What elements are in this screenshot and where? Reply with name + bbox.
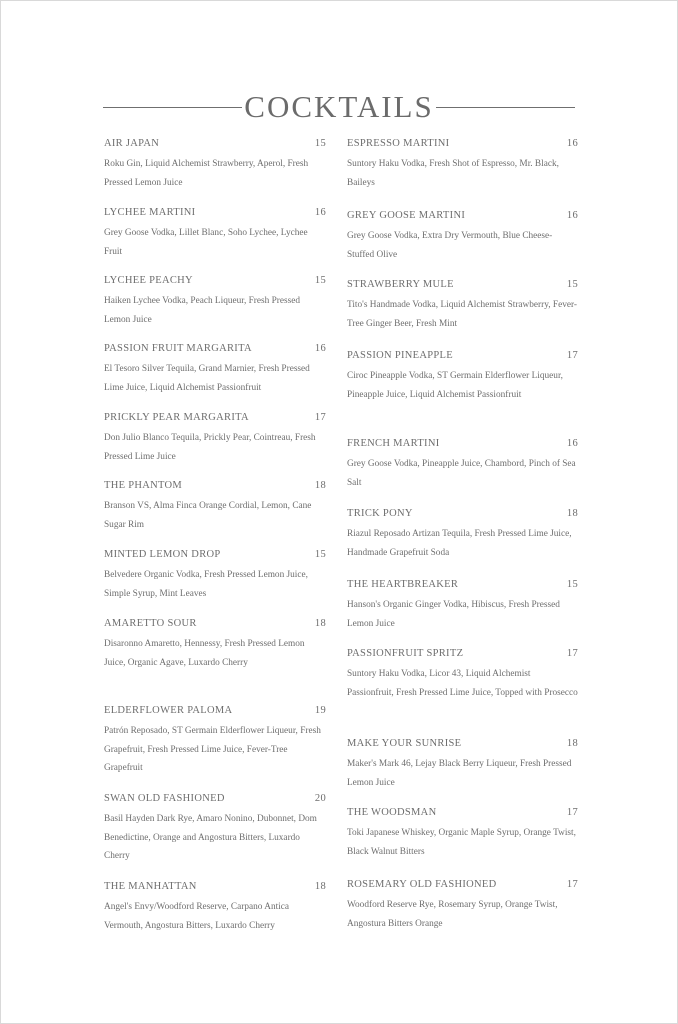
- cocktail-price: 16: [566, 210, 578, 221]
- cocktail-description: Haiken Lychee Vodka, Peach Liqueur, Fresh Pressed Lemon Juice: [104, 296, 301, 325]
- cocktail-name: THE MANHATTAN: [104, 881, 197, 892]
- menu-item: [347, 646, 578, 702]
- menu-header: [103, 87, 575, 127]
- cocktail-price: 18: [566, 738, 578, 749]
- cocktail-price: 16: [566, 138, 578, 149]
- cocktail-name: ESPRESSO MARTINI: [347, 138, 450, 149]
- cocktail-description: Basil Hayden Dark Rye, Amaro Nonino, Dubonnet, Dom Benedictine, Orange and Angostura Bitters, Luxardo Cherry: [104, 814, 317, 861]
- cocktail-description: Maker's Mark 46, Lejay Black Berry Liqueur, Fresh Pressed Lemon Juice: [347, 759, 572, 788]
- cocktail-name: LYCHEE MARTINI: [104, 207, 196, 218]
- cocktail-price: 19: [314, 705, 326, 716]
- cocktail-price: 18: [314, 618, 326, 629]
- cocktail-name: MINTED LEMON DROP: [104, 549, 221, 560]
- cocktail-price: 15: [566, 579, 578, 590]
- cocktail-price: 17: [566, 648, 578, 659]
- menu-item: [104, 879, 326, 935]
- cocktail-description: Grey Goose Vodka, Pineapple Juice, Chambord, Pinch of Sea Salt: [347, 459, 576, 488]
- cocktail-price: 17: [314, 412, 326, 423]
- cocktail-price: 16: [314, 343, 326, 354]
- cocktail-name: PASSIONFRUIT SPRITZ: [347, 648, 464, 659]
- cocktail-name: THE PHANTOM: [104, 480, 183, 491]
- cocktail-price: 18: [566, 508, 578, 519]
- title-left-rule: [103, 107, 242, 108]
- menu-item: [347, 348, 578, 404]
- cocktail-description: Toki Japanese Whiskey, Organic Maple Syrup, Orange Twist, Black Walnut Bitters: [347, 828, 576, 857]
- cocktail-description: Disaronno Amaretto, Hennessy, Fresh Pressed Lemon Juice, Organic Agave, Luxardo Cherry: [104, 639, 305, 668]
- cocktail-name: MAKE YOUR SUNRISE: [347, 738, 462, 749]
- menu-item: [104, 547, 326, 603]
- cocktail-name: LYCHEE PEACHY: [104, 275, 193, 286]
- cocktail-description: El Tesoro Silver Tequila, Grand Marnier, Fresh Pressed Lime Juice, Liquid Alchemist Passionfruit: [104, 364, 310, 393]
- cocktail-price: 18: [314, 480, 326, 491]
- cocktail-name: PRICKLY PEAR MARGARITA: [104, 412, 249, 423]
- cocktail-price: 20: [314, 793, 326, 804]
- menu-item: [104, 273, 326, 329]
- cocktail-description: Don Julio Blanco Tequila, Prickly Pear, Cointreau, Fresh Pressed Lime Juice: [104, 433, 316, 462]
- cocktail-name: AMARETTO SOUR: [104, 618, 197, 629]
- menu-item: [347, 436, 578, 492]
- menu-item: [347, 877, 578, 933]
- cocktail-price: 15: [566, 279, 578, 290]
- menu-item: [347, 136, 578, 192]
- cocktail-price: 18: [314, 881, 326, 892]
- cocktail-price: 16: [566, 438, 578, 449]
- menu-item: [104, 205, 326, 261]
- cocktail-name: THE HEARTBREAKER: [347, 579, 459, 590]
- cocktail-name: ROSEMARY OLD FASHIONED: [347, 879, 497, 890]
- cocktail-price: 15: [314, 549, 326, 560]
- cocktail-description: Grey Goose Vodka, Lillet Blanc, Soho Lychee, Lychee Fruit: [104, 228, 308, 257]
- menu-item: [347, 208, 578, 264]
- cocktail-description: Suntory Haku Vodka, Licor 43, Liquid Alchemist Passionfruit, Fresh Pressed Lime Juice, Topped with Prosecco: [347, 669, 578, 698]
- menu-item: [104, 703, 326, 778]
- page-title: COCKTAILS: [244, 89, 434, 124]
- menu-item: [347, 506, 578, 562]
- cocktail-description: Grey Goose Vodka, Extra Dry Vermouth, Blue Cheese-Stuffed Olive: [347, 231, 553, 260]
- cocktail-price: 15: [314, 138, 326, 149]
- menu-item: [347, 736, 578, 792]
- cocktail-price: 17: [566, 879, 578, 890]
- cocktail-description: Suntory Haku Vodka, Fresh Shot of Espresso, Mr. Black, Baileys: [347, 159, 559, 188]
- cocktail-description: Hanson's Organic Ginger Vodka, Hibiscus, Fresh Pressed Lemon Juice: [347, 600, 560, 629]
- cocktail-name: FRENCH MARTINI: [347, 438, 440, 449]
- title-right-rule: [436, 107, 575, 108]
- cocktail-description: Riazul Reposado Artizan Tequila, Fresh Pressed Lime Juice, Handmade Grapefruit Soda: [347, 529, 572, 558]
- cocktail-name: TRICK PONY: [347, 508, 413, 519]
- menu-item: [347, 805, 578, 861]
- cocktail-description: Patrón Reposado, ST Germain Elderflower Liqueur, Fresh Grapefruit, Fresh Pressed Lime Juice, Fever-Tree Grapefruit: [104, 726, 321, 773]
- cocktail-name: GREY GOOSE MARTINI: [347, 210, 466, 221]
- menu-item: [104, 410, 326, 466]
- cocktail-description: Tito's Handmade Vodka, Liquid Alchemist Strawberry, Fever-Tree Ginger Beer, Fresh Mint: [347, 300, 578, 329]
- cocktail-name: THE WOODSMAN: [347, 807, 437, 818]
- menu-item: [104, 791, 326, 866]
- cocktail-description: Roku Gin, Liquid Alchemist Strawberry, Aperol, Fresh Pressed Lemon Juice: [104, 159, 309, 188]
- menu-item: [104, 616, 326, 672]
- cocktail-description: Belvedere Organic Vodka, Fresh Pressed Lemon Juice, Simple Syrup, Mint Leaves: [104, 570, 308, 599]
- cocktail-name: PASSION PINEAPPLE: [347, 350, 453, 361]
- cocktail-description: Angel's Envy/Woodford Reserve, Carpano Antica Vermouth, Angostura Bitters, Luxardo Cherry: [104, 902, 290, 931]
- cocktail-price: 15: [314, 275, 326, 286]
- cocktail-description: Woodford Reserve Rye, Rosemary Syrup, Orange Twist, Angostura Bitters Orange: [347, 900, 558, 929]
- cocktail-price: 17: [566, 350, 578, 361]
- cocktail-description: Branson VS, Alma Finca Orange Cordial, Lemon, Cane Sugar Rim: [104, 501, 312, 530]
- menu-item: [347, 277, 578, 333]
- cocktail-description: Ciroc Pineapple Vodka, ST Germain Elderflower Liqueur, Pineapple Juice, Liquid Alchemist Passionfruit: [347, 371, 563, 400]
- cocktail-name: AIR JAPAN: [104, 138, 160, 149]
- menu-item: [347, 577, 578, 633]
- cocktail-name: ELDERFLOWER PALOMA: [104, 705, 233, 716]
- menu-item: [104, 136, 326, 192]
- menu-item: [104, 478, 326, 534]
- cocktail-price: 16: [314, 207, 326, 218]
- menu-item: [104, 341, 326, 397]
- cocktail-name: STRAWBERRY MULE: [347, 279, 454, 290]
- cocktail-name: PASSION FRUIT MARGARITA: [104, 343, 252, 354]
- cocktail-price: 17: [566, 807, 578, 818]
- cocktail-name: SWAN OLD FASHIONED: [104, 793, 225, 804]
